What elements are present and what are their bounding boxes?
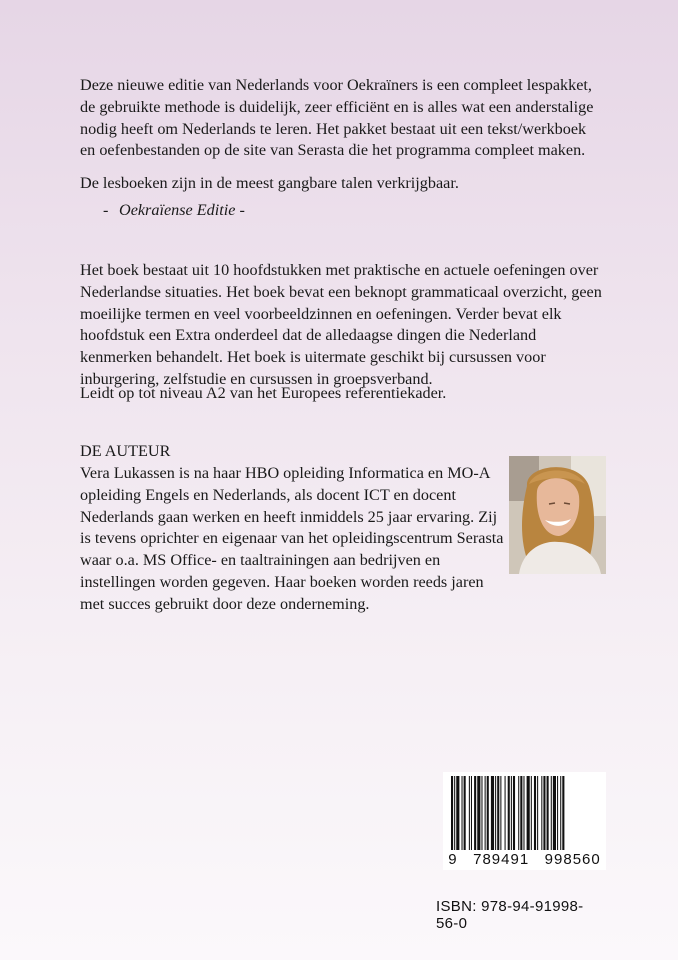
languages-paragraph: De lesboeken zijn in de meest gangbare talen verkrijgbaar. (80, 174, 459, 192)
author-heading: DE AUTEUR (80, 442, 171, 460)
isbn-number: ISBN: 978-94-91998-56-0 (436, 898, 584, 932)
edition-dash: - (103, 201, 109, 219)
intro-line: de gebruikte methode is duidelijk, zeer efficiënt en is alles wat een anderstalige (80, 97, 594, 116)
author-bio-line: instellingen worden gegeven. Haar boeken worden reeds jaren (80, 572, 484, 591)
barcode-digits: 9 789491 998560 (448, 851, 601, 868)
author-bio-line: opleiding Engels en Nederlands, als docent ICT en docent (80, 485, 456, 504)
author-bio-line: is tevens oprichter en eigenaar van het opleidingscentrum Serasta (80, 529, 504, 548)
description-line: moeilijke termen en veel voorbeeldzinnen en oefeningen. Verder bevat elk (80, 304, 562, 323)
author-bio (80, 463, 505, 616)
description-line: Nederlandse situaties. Het boek bevat een beknopt grammaticaal overzicht, geen (80, 282, 602, 301)
author-bio-line: Vera Lukassen is na haar HBO opleiding Informatica en MO-A (80, 464, 491, 482)
description-line: inburgering, zelfstudie en cursussen in groepsverband. (80, 369, 433, 388)
intro-paragraph (80, 75, 605, 162)
intro-line: Deze nieuwe editie van Nederlands voor Oekraïners is een compleet lespakket, (80, 76, 592, 94)
description-line: hoofdstuk een Extra onderdeel dat de alledaagse dingen die Nederland (80, 326, 537, 345)
edition-label (103, 200, 628, 222)
author-bio-line: waar o.a. MS Office- en taaltrainingen aan bedrijven en (80, 551, 441, 570)
description-paragraph (80, 260, 605, 391)
intro-line: nodig heeft om Nederlands te leren. Het pakket bestaat uit een tekst/werkboek (80, 119, 587, 138)
author-photo (509, 456, 606, 574)
author-bio-line: met succes gebruikt door deze onderneming. (80, 594, 370, 613)
author-bio-line: Nederlands gaan werken en heeft inmiddels 25 jaar ervaring. Zij (80, 507, 498, 526)
description-line: kenmerken behandelt. Het boek is uitermate geschikt bij cursussen voor (80, 348, 546, 367)
edition-text: Oekraïense Editie - (119, 201, 245, 219)
level-paragraph: Leidt op tot niveau A2 van het Europees referentiekader. (80, 384, 447, 402)
description-line: Het boek bestaat uit 10 hoofdstukken met praktische en actuele oefeningen over (80, 261, 599, 279)
barcode (443, 772, 606, 870)
barcode-bars (443, 772, 606, 850)
intro-line: en oefenbestanden op de site van Serasta die het programma compleet maken. (80, 141, 586, 160)
